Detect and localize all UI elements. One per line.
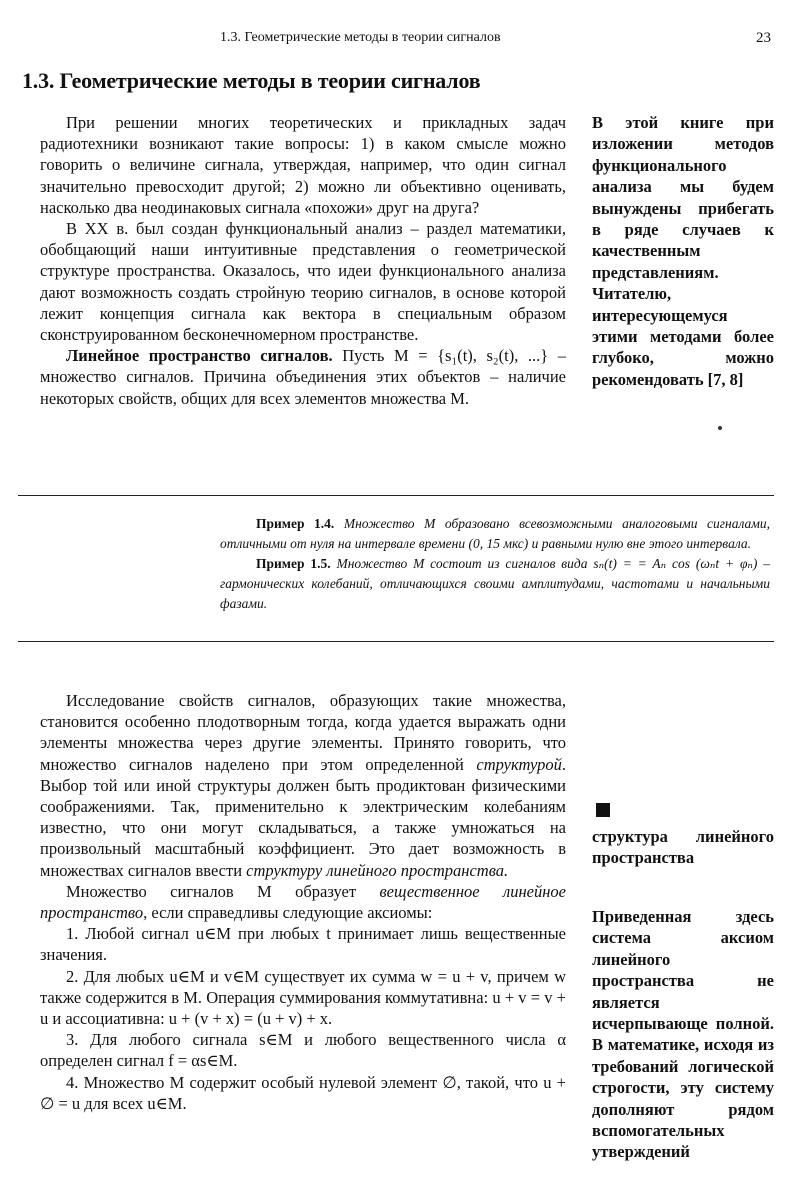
paragraph-linear-space <box>40 345 566 409</box>
running-head: 1.3. Геометрические методы в теории сигналов <box>220 30 501 45</box>
side-note-functional-analysis: В этой книге при изложении методов функционального анализа мы будем вынуждены прибегать в ряде случаев к качественным представлениям. Читателю, интересующемуся этими методами более глубоко, можно рекомендовать [7, 8] <box>592 113 774 389</box>
emphasis-linear-space: структуру линейного пространства. <box>246 860 509 880</box>
examples-block <box>220 514 770 614</box>
example-label: Пример 1.5. <box>256 556 331 571</box>
paragraph-functional-analysis: В XX в. был создан функциональный анализ – раздел математики, обобщающий наши интуитивные представления о геометрической структуре пространства. Оказалось, что идеи функционального анализа дают возможность создать стройную теорию сигналов, в основе которой лежит концепция сигнала как вектора в специальным образом сконструированном бесконечномерном пространстве. <box>40 219 566 345</box>
axiom-3: 3. Для любого сигнала s∈M и любого вещественного числа α определен сигнал f = αs∈M. <box>40 1030 566 1071</box>
section-title: 1.3. Геометрические методы в теории сигналов <box>22 68 481 93</box>
speck-mark <box>718 426 722 430</box>
emphasis-structure: структурой <box>476 754 562 774</box>
example-1-4 <box>220 514 770 554</box>
example-text: Множество M образовано всевозможными аналоговыми сигналами, отличными от нуля на интервале времени (0, 15 мкс) и равными нулю вне этого интервала. <box>220 516 771 551</box>
divider-top <box>18 495 774 496</box>
example-text: Множество M состоит из сигналов вида sₙ(t) = = Aₙ cos (ωₙt + φₙ) – гармонических колебаний, отличающихся своими амплитудами, частотами и начальными фазами. <box>220 556 771 611</box>
axiom-1: 1. Любой сигнал u∈M при любых t принимает лишь вещественные значения. <box>40 924 566 965</box>
axiom-4: 4. Множество M содержит особый нулевой элемент ∅, такой, что u + ∅ = u для всех u∈M. <box>40 1072 566 1113</box>
paragraph-intro: При решении многих теоретических и прикладных задач радиотехники возникают такие вопросы: 1) в каком смысле можно говорить о величине сигнала, утверждая, например, что один сигнал значительно превосходит другой; 2) можно ли объективно оценивать, насколько два неодинаковых сигнала «похожи» друг на друга? <box>40 113 566 217</box>
side-note-axioms: Приведенная здесь система аксиом линейного пространства не является исчерпывающе полной. В математике, исходя из требований логической строгости, эту систему дополняют рядом вспомогательных утверждений <box>592 907 774 1162</box>
emphasis-real-linear-space: вещественное линейное пространство <box>40 881 567 923</box>
example-1-5 <box>220 554 770 614</box>
example-label: Пример 1.4. <box>256 516 335 531</box>
text-run: . Выбор той или иной структуры должен быть продиктован физическими соображениями. Так, применительно к электрическим колебаниям известно, что они могут складываться, а также умножаться на произвольный масштабный коэффициент. Это дает возможность в множествах сигналов ввести <box>40 754 566 880</box>
text-run: Множество сигналов M образует <box>66 881 380 901</box>
text-run: , если справедливы следующие аксиомы: <box>143 903 433 923</box>
paragraph-axioms-intro <box>40 881 566 923</box>
paragraph-linear-space-text: Пусть M = {s₁(t), s₂(t), ...} – множество сигналов. Причина объединения этих объектов – наличие некоторых свойств, общих для всех элементов множества M. <box>40 346 566 408</box>
divider-bottom <box>18 641 774 642</box>
text-run: Исследование свойств сигналов, образующих такие множества, становится особенно плодотворным тогда, когда удается выражать одни элементы множества через другие элементы. Принято говорить, что множество сигналов наделено при этом определенной <box>40 691 566 774</box>
margin-marker-square <box>596 803 610 817</box>
runin-heading: Линейное пространство сигналов. <box>66 346 333 366</box>
top-main-column <box>40 112 566 409</box>
side-note-linear-structure: структура линейного пространства <box>592 827 774 868</box>
axiom-2: 2. Для любых u∈M и v∈M существует их сумма w = u + v, причем w также содержится в M. Операция суммирования коммутативна: u + v = v + u и ассоциативна: u + (v + x) = (u + v) + x. <box>40 966 566 1029</box>
bottom-main-column <box>40 690 566 1114</box>
page-number: 23 <box>756 30 771 46</box>
paragraph-structure <box>40 690 566 881</box>
